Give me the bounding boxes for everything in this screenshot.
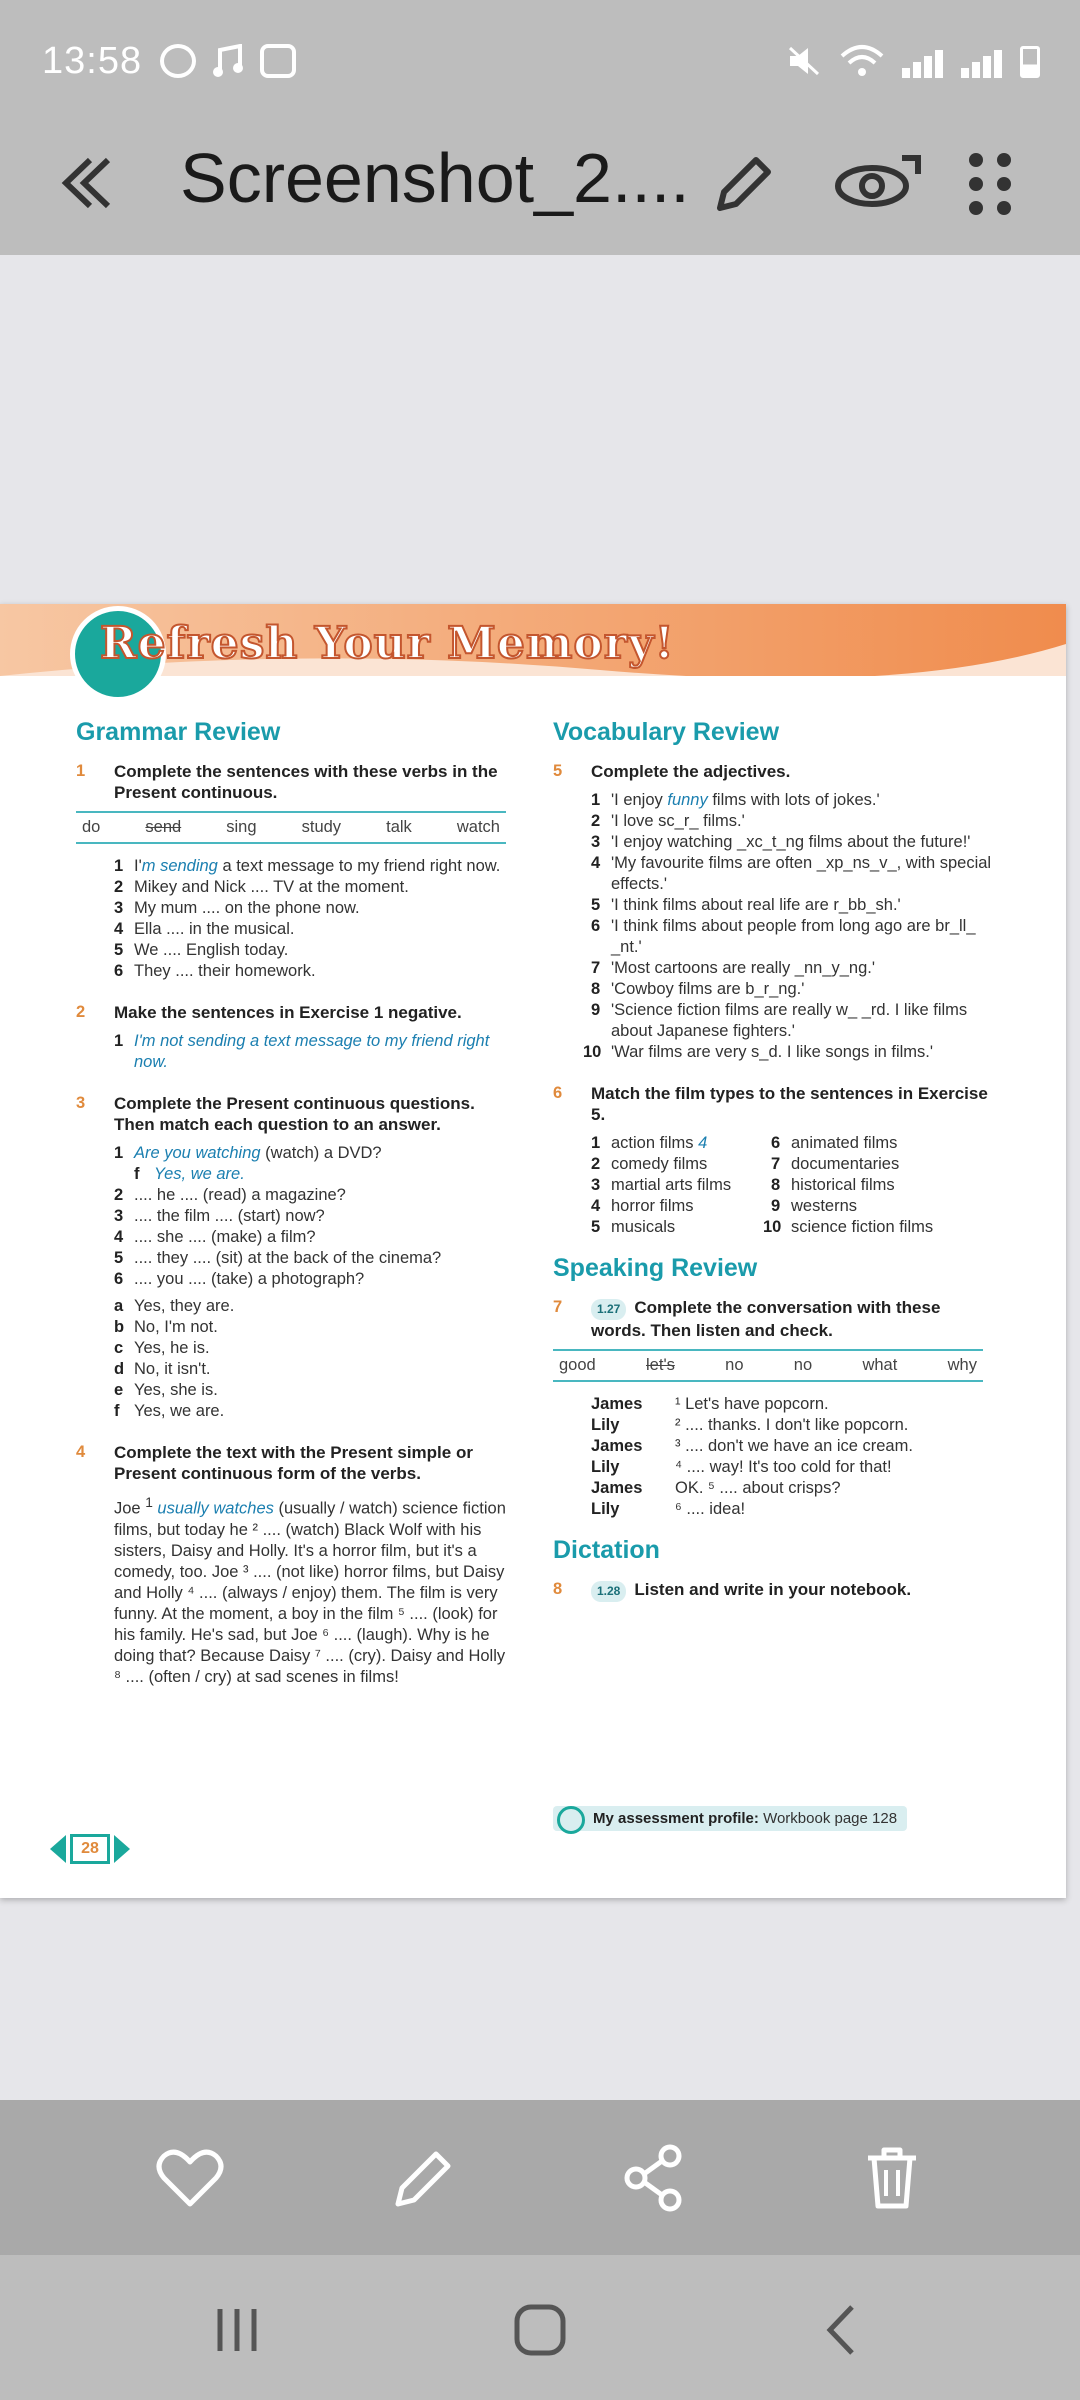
list-item: d No, it isn't.: [114, 1360, 211, 1378]
list-item: 5 .... they .... (sit) at the back of the cinema?: [114, 1249, 442, 1267]
list-item: e Yes, she is.: [114, 1381, 218, 1399]
document-image[interactable]: [0, 604, 1066, 1898]
status-time: 13:58: [42, 40, 143, 82]
battery-icon: [1020, 46, 1040, 78]
exercise-2: 2 Make the sentences in Exercise 1 negative. 1 I'm not sending a text message to my friend right now.: [76, 1002, 506, 1073]
edit-icon[interactable]: [382, 2138, 462, 2218]
signal-icon: [902, 50, 943, 78]
conversation: James ¹ Let's have popcorn. Lily ² .... thanks. I don't like popcorn. James ³ .... don't we have an ice cream. Lily ⁴ .... way! It's too cold for that! James OK. ⁵ .... about crisps? Lily ⁶ .... idea!: [591, 1395, 913, 1518]
mute-icon: [786, 44, 822, 78]
list-item: 8 historical films: [771, 1176, 895, 1194]
film-types-grid: [591, 1133, 993, 1238]
check-icon: [557, 1806, 585, 1834]
list-item: 1 Are you watching (watch) a DVD?: [114, 1144, 382, 1162]
next-page-icon: [114, 1835, 130, 1863]
grammar-title: Grammar Review: [76, 718, 281, 746]
list-item: 6 'I think films about people from long ago are br_ll_ _nt.': [591, 917, 976, 956]
bottom-toolbar: [0, 2100, 1080, 2255]
back-icon[interactable]: [52, 148, 122, 218]
list-item: 10 'War films are very s_d. I like songs in films.': [583, 1043, 934, 1061]
image-icon: [260, 44, 296, 78]
list-item: f Yes, we are.: [114, 1402, 225, 1420]
list-item: a Yes, they are.: [114, 1297, 235, 1315]
assessment-profile: My assessment profile: Workbook page 128: [553, 1806, 907, 1831]
list-item: 1 action films 4: [591, 1134, 708, 1152]
signal-icon-2: [961, 50, 1002, 78]
list-item: 2 comedy films: [591, 1155, 708, 1173]
list-item: 9 'Science fiction films are really w_ _rd. I like films about Japanese fighters.': [591, 1001, 968, 1040]
list-item: 1 I'm sending a text message to my friend right now.: [114, 857, 501, 875]
list-item: 8 'Cowboy films are b_r_ng.': [591, 980, 805, 998]
page-number: 28: [50, 1834, 130, 1864]
list-item: 10 science fiction films: [763, 1218, 934, 1236]
notification-icons: [160, 44, 296, 78]
list-item: 4 Ella .... in the musical.: [114, 920, 295, 938]
exercise-7: 7 1.27 Complete the conversation with these words. Then listen and check. good let's no no what why James ¹ Let's have popcorn. Lily ² .... thanks. I don't like popcorn. James ³ .... don't we have an ice cream. Lily ⁴ .... way! It's too cold for that! James OK. ⁵ .... about crisps? Lily ⁶ .... idea!: [553, 1297, 993, 1520]
more-options-icon[interactable]: [960, 144, 1020, 224]
audio-track-badge: 1.27: [591, 1299, 626, 1320]
sync-icon: [160, 44, 196, 78]
list-item: 4 horror films: [591, 1197, 694, 1215]
exercise-6: 6 Match the film types to the sentences in Exercise 5. 1 action films 4 2 comedy films 3 martial arts films 4 horror films 5 musicals 6 animated films 7 documentaries 8 historical films 9 westerns 10 science fiction films: [553, 1083, 993, 1238]
list-item: 1 I'm not sending a text message to my friend right now.: [114, 1032, 490, 1071]
favorite-icon[interactable]: [150, 2138, 230, 2218]
list-item: 2 Mikey and Nick .... TV at the moment.: [114, 878, 409, 896]
vocabulary-title: Vocabulary Review: [553, 718, 780, 746]
back-nav-icon[interactable]: [808, 2295, 878, 2365]
list-item: 5 musicals: [591, 1218, 676, 1236]
list-item: 2 .... he .... (read) a magazine?: [114, 1186, 346, 1204]
list-item: 7 documentaries: [771, 1155, 900, 1173]
edit-icon[interactable]: [704, 144, 784, 224]
exercise-5: 5 Complete the adjectives. 1 'I enjoy funny films with lots of jokes.' 2 'I love sc_r_ films.' 3 'I enjoy watching _xc_t_ng films about the future!' 4 'My favourite films are often _xp_ns_v_, with special effects.' 5 'I think films about real life are r_bb_sh.' 6 'I think films about people from long ago are br_ll_ _nt.' 7 'Most cartoons are really _nn_y_ng.' 8 'Cowboy films are b_r_ng.' 9 'Science fiction films are really w_ _rd. I like films about Japanese fighters.' 10 'War films are very s_d. I like songs in films.': [553, 762, 992, 1061]
home-icon[interactable]: [505, 2295, 575, 2365]
prev-page-icon: [50, 1835, 66, 1863]
list-item: 5 We .... English today.: [114, 941, 289, 959]
system-nav-bar: [0, 2255, 1080, 2400]
recent-apps-icon[interactable]: [202, 2295, 272, 2365]
list-item: f Yes, we are.: [134, 1165, 245, 1183]
list-item: 4 .... she .... (make) a film?: [114, 1228, 316, 1246]
delete-icon[interactable]: [852, 2138, 932, 2218]
list-item: c Yes, he is.: [114, 1339, 210, 1357]
list-item: 3 My mum .... on the phone now.: [114, 899, 360, 917]
wifi-icon: [840, 44, 884, 78]
exercise-3: 3 Complete the Present continuous questions. Then match each question to an answer. 1 Are you watching (watch) a DVD? f Yes, we are. 2 .... he .... (read) a magazine? 3 .... the film .... (start) now? 4 .... she .... (make) a film? 5 .... they .... (sit) at the back of the cinema? 6 .... you .... (take) a photograph? a Yes, they are. b No, I'm not. c Yes, he is. d No, it isn't. e Yes, she is. f Yes, we are.: [76, 1093, 506, 1422]
share-icon[interactable]: [614, 2138, 694, 2218]
list-item: 3 'I enjoy watching _xc_t_ng films about the future!': [591, 833, 971, 851]
speaking-title: Speaking Review: [553, 1254, 758, 1282]
exercise-8: 8 1.28 Listen and write in your notebook.: [553, 1579, 993, 1602]
word-box: do send sing study talk watch: [76, 811, 506, 844]
list-item: 5 'I think films about real life are r_bb_sh.': [591, 896, 901, 914]
paragraph: Joe $^1$ usually watches (usually / watch) science fiction films, but today he ² .... (watch) Black Wolf with his sisters, Daisy and Holly. It's a horror film, but it's a comedy, too. Joe ³ .... (not like) horror films, but Daisy and Holly ⁴ .... (always / enjoy) them. The film is very funny. At the moment, a boy in the film ⁵ .... (look) for his family. He's sad, but Joe ⁶ .... (laugh). Why is he doing that? Because Daisy ⁷ .... (cry). Daisy and Holly ⁸ .... (often / cry) at sad scenes in films!: [114, 1495, 506, 1686]
list-item: 6 .... you .... (take) a photograph?: [114, 1270, 365, 1288]
file-title: Screenshot_2....: [180, 139, 690, 217]
audio-track-badge: 1.28: [591, 1581, 626, 1602]
music-icon: [210, 44, 246, 78]
view-icon[interactable]: [830, 144, 930, 224]
list-item: 4 'My favourite films are often _xp_ns_v_, with special effects.': [591, 854, 992, 893]
grammar-column: [76, 718, 506, 1708]
list-item: b No, I'm not.: [114, 1318, 218, 1336]
dictation-title: Dictation: [553, 1536, 660, 1564]
list-item: 6 animated films: [771, 1134, 898, 1152]
list-item: 3 martial arts films: [591, 1176, 732, 1194]
list-item: 7 'Most cartoons are really _nn_y_ng.': [591, 959, 876, 977]
app-bar: [0, 120, 1080, 255]
exercise-4: 4 Complete the text with the Present simple or Present continuous form of the verbs. Joe $^1$ usually watches (usually / watch) science fiction films, but today he ² .... (watch) Black Wolf with his sisters, Daisy and Holly. It's a horror film, but it's a comedy, too. Joe ³ .... (not like) horror films, but Daisy and Holly ⁴ .... (always / enjoy) them. The film is very funny. At the moment, a boy in the film ⁵ .... (look) for his family. He's sad, but Joe ⁶ .... (laugh). Why is he doing that? Because Daisy ⁷ .... (cry). Daisy and Holly ⁸ .... (often / cry) at sad scenes in films!: [76, 1443, 506, 1686]
banner-title: Refresh Your Memory!: [100, 618, 675, 669]
system-icons: [786, 44, 1040, 78]
list-item: 1 'I enjoy funny films with lots of jokes.': [591, 791, 880, 809]
word-box: good let's no no what why: [553, 1349, 983, 1382]
exercise-1: 1 Complete the sentences with these verbs in the Present continuous. do send sing study talk watch 1 I'm sending a text message to my friend right now. 2 Mikey and Nick .... TV at the moment. 3 My mum .... on the phone now. 4 Ella .... in the musical. 5 We .... English today. 6 They .... their homework.: [76, 761, 506, 982]
list-item: 9 westerns: [771, 1197, 858, 1215]
vocabulary-column: [553, 718, 993, 1622]
list-item: 3 .... the film .... (start) now?: [114, 1207, 325, 1225]
list-item: 6 They .... their homework.: [114, 962, 316, 980]
status-bar: [0, 0, 1080, 120]
list-item: 2 'I love sc_r_ films.': [591, 812, 745, 830]
